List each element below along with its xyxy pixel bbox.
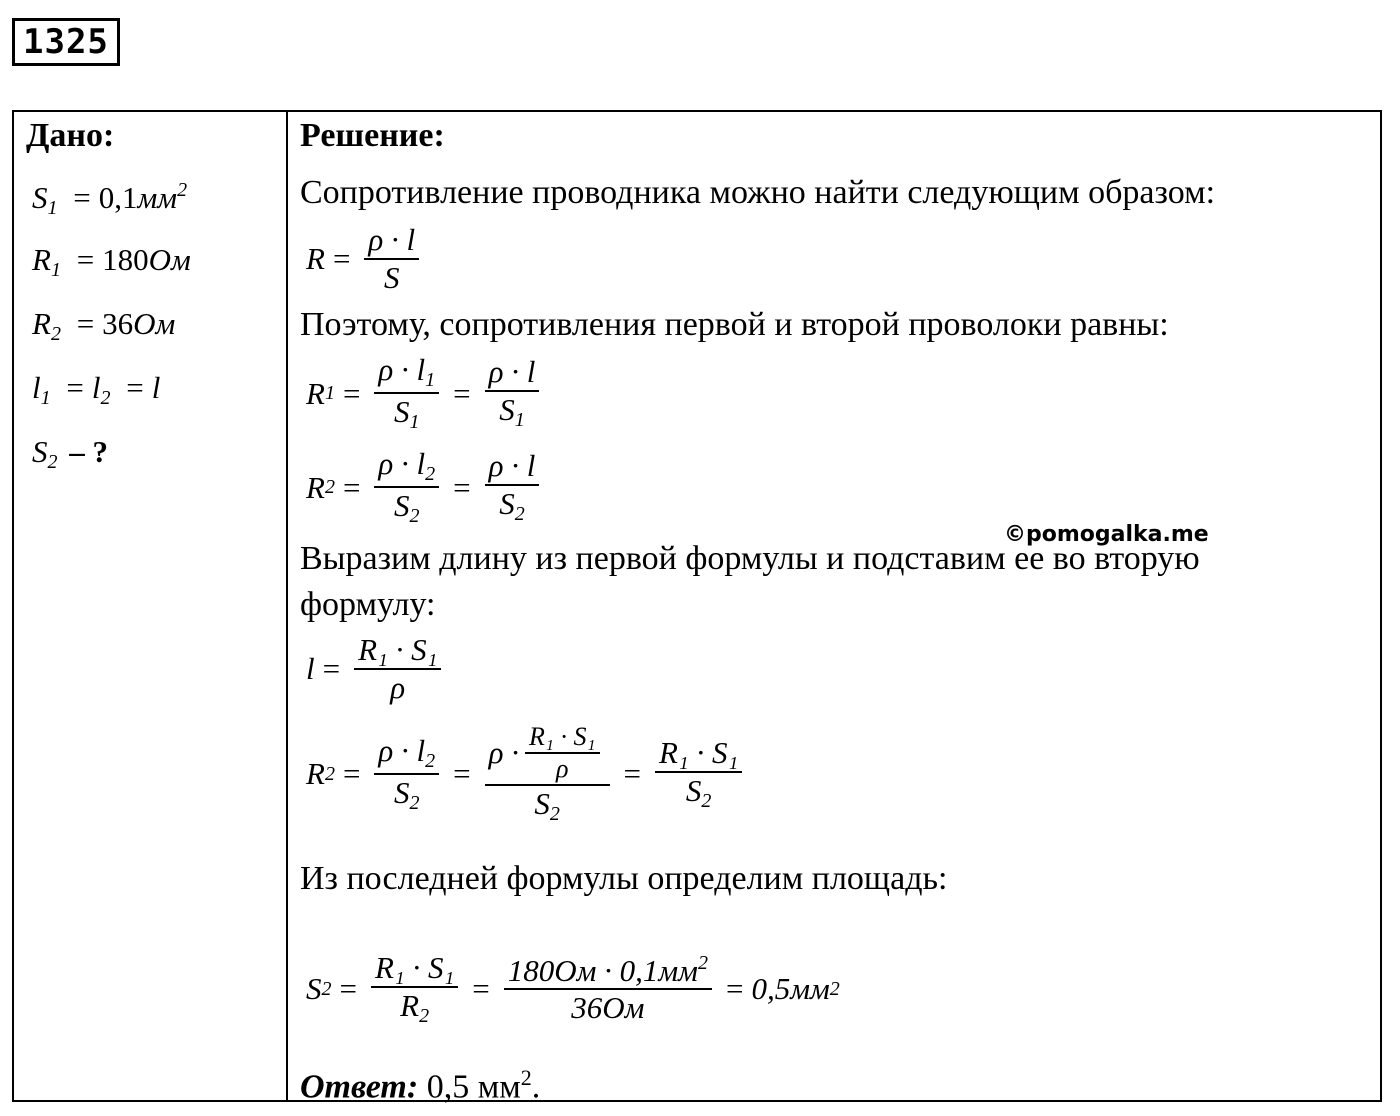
paragraph-4: Из последней формулы определим площадь:: [300, 860, 948, 897]
answer-label: Ответ:: [300, 1068, 419, 1106]
watermark: ©pomogalka.me: [1004, 522, 1209, 547]
column-divider: [286, 112, 288, 1100]
formula-r1: R 1 = $\frac{\rho \cdot l_1}{S_1}$ = $\frac{\rho \cdot l}{S_1}$: [306, 352, 545, 434]
formula-resistance: R = $\frac{\rho \cdot l}{S}$: [306, 222, 425, 295]
formula-s2-result: S 2 = $\frac{\text{R₁ · S₁}}{R_2}$ = $\frac{180Ом \cdot 0,1мм^2}{36Ом}$ = 0,5мм 2: [306, 950, 840, 1027]
formula-r2: R 2 = $\frac{\rho \cdot l_2}{S_2}$ = $\frac{\rho \cdot l}{S_2}$: [306, 446, 545, 528]
answer-line: Ответ: 0,5 $мм^2$.: [300, 1065, 541, 1106]
given-s1: $S_1 = 0,1мм^2$: [32, 179, 188, 219]
solution-title: Решение:: [300, 117, 445, 154]
given-r2: $R_2 = 36Ом$: [32, 306, 176, 345]
paragraph-1: Сопротивление проводника можно найти следующим образом:: [300, 174, 1216, 211]
formula-length: l = $\frac{\text{R₁ · S₁}}{\rho}$: [306, 632, 447, 705]
given-find-s2: $S_2$ – ?: [32, 434, 108, 473]
given-title: Дано:: [26, 117, 115, 154]
paragraph-3b: формулу:: [300, 586, 436, 623]
paragraph-2: Поэтому, сопротивления первой и второй проволоки равны:: [300, 306, 1169, 343]
paragraph-3a: Выразим длину из первой формулы и подставим ее во вторую: [300, 540, 1200, 577]
given-r1: $R_1 = 180Ом$: [32, 242, 191, 281]
answer-value: 0,5 мм: [426, 1068, 521, 1106]
formula-r2-substituted: R 2 = $\frac{\rho \cdot l_2}{S_2}$ = ρ · $\frac{\text{R₁ · S₁}}{\rho}$ $S_2$ = $\frac{\text{R₁ · S₁}}{S_2}$: [306, 722, 748, 826]
given-length-equality: $l_1 = l_2 = l$: [32, 370, 161, 409]
problem-number: 1325: [12, 18, 120, 66]
